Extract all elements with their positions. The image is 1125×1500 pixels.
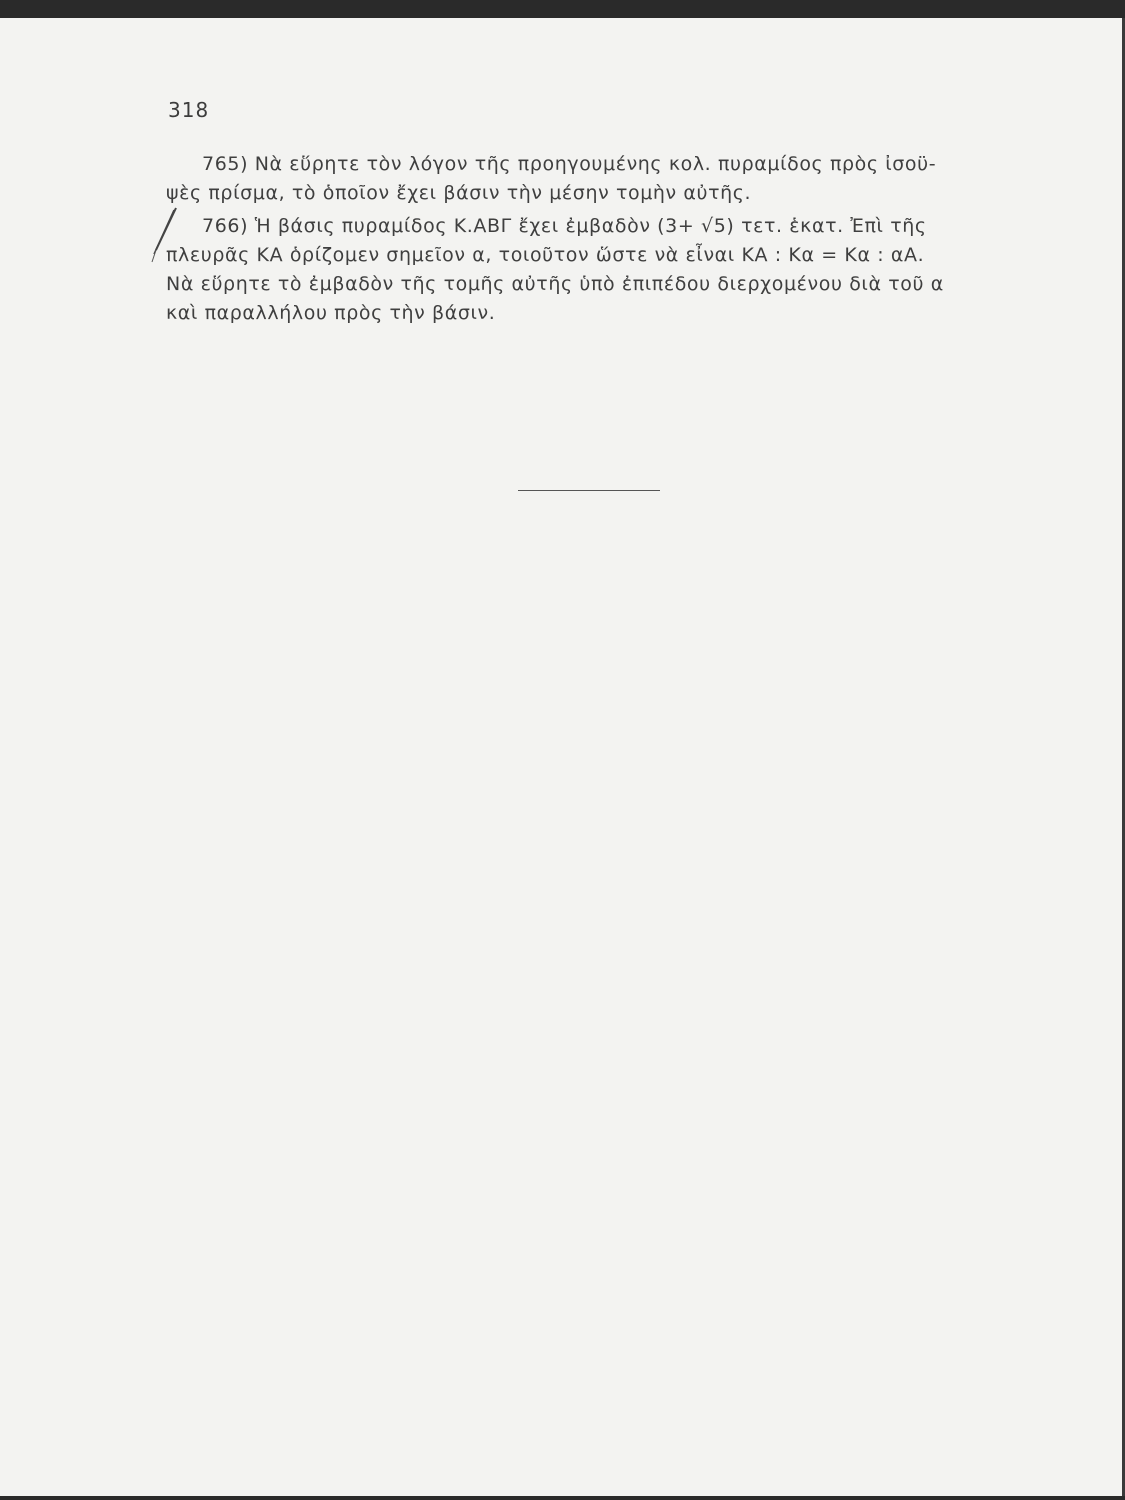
exercise-766-line-3: Νὰ εὕρητε τὸ ἐμβαδὸν τῆς τομῆς αὐτῆς ὑπὸ ἐπιπέδου διερχομένου διὰ τοῦ α [166, 273, 944, 295]
exercise-765 [166, 150, 1032, 208]
exercise-766-line-4: καὶ παραλλήλου πρὸς τὴν βάσιν. [166, 302, 496, 324]
section-separator [518, 490, 660, 491]
page-number: 318 [168, 98, 210, 122]
exercise-766-line-1: 766) Ἡ βάσις πυραμίδος Κ.ΑΒΓ ἔχει ἐμβαδὸν (3+ √5) τετ. ἑκατ. Ἐπὶ τῆς [202, 215, 927, 237]
exercise-765-line-1: 765) Νὰ εὕρητε τὸν λόγον τῆς προηγουμένης κολ. πυραμίδος πρὸς ἰσοϋ- [202, 153, 937, 175]
exercise-766 [166, 212, 1032, 328]
exercise-766-line-2: πλευρᾶς ΚΑ ὁρίζομεν σημεῖον α, τοιοῦτον ὥστε νὰ εἶναι ΚΑ : Κα = Κα : αΑ. [166, 244, 925, 266]
exercise-765-line-2: ψὲς πρίσμα, τὸ ὁποῖον ἔχει βάσιν τὴν μέσην τομὴν αὐτῆς. [166, 182, 752, 204]
document-page [0, 18, 1122, 1496]
exercise-text [166, 150, 1032, 332]
